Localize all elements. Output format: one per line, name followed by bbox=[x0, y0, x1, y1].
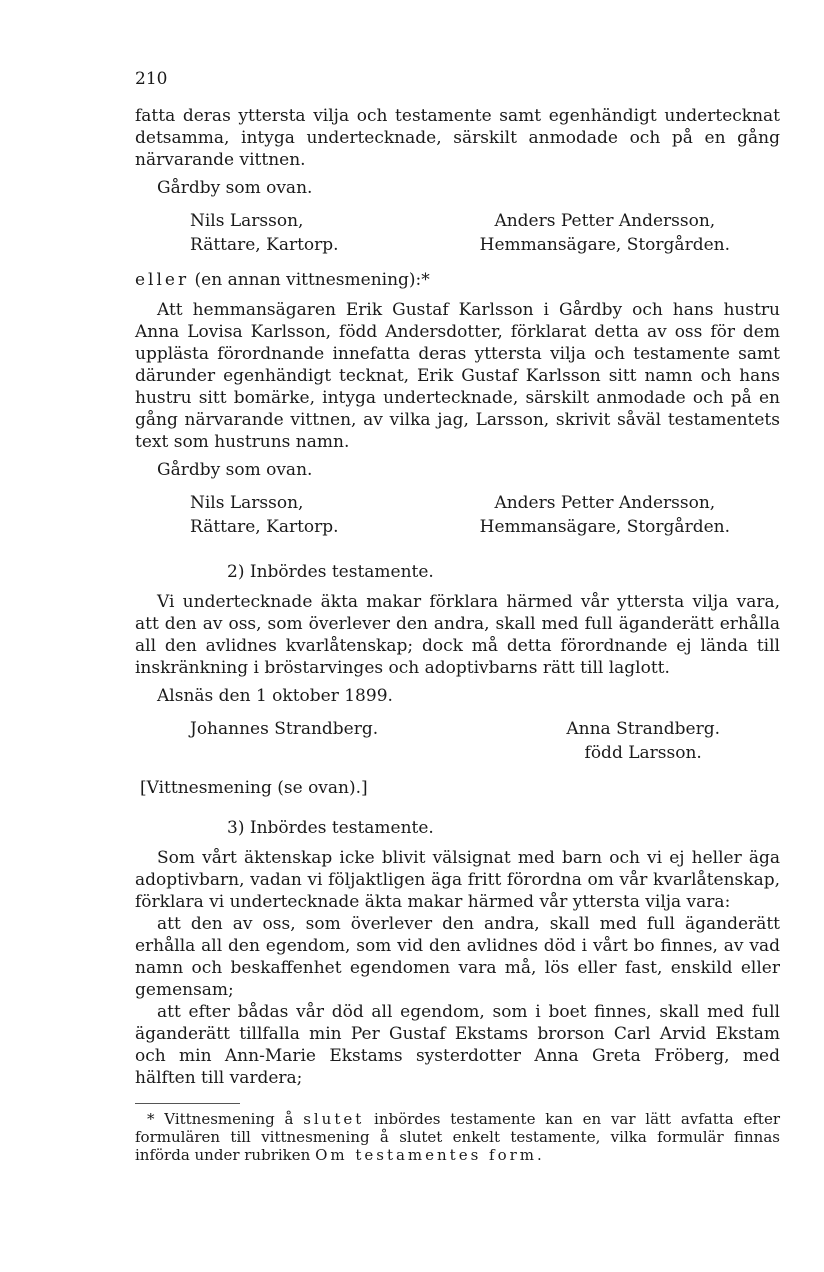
signer-title: Rättare, Kartorp. bbox=[190, 517, 339, 537]
footnote-spaced-1: slutet bbox=[303, 1110, 365, 1128]
signatures-3 bbox=[135, 717, 780, 765]
document-page bbox=[135, 68, 780, 1164]
footnote-rule bbox=[135, 1103, 240, 1104]
signature-right-2 bbox=[480, 491, 780, 539]
alternative-line bbox=[135, 269, 780, 291]
signer-name: Anna Strandberg. bbox=[566, 719, 720, 739]
signer-title: Rättare, Kartorp. bbox=[190, 235, 339, 255]
paragraph-6: att efter bådas vår död all egendom, som i boet finnes, skall med full äganderätt tillfalla min Per Gustaf Ekstams brorson Carl Arvid Ekstam och min Ann-Marie Ekstams systerdotter Anna Greta Fröberg, med hälften till vardera; bbox=[135, 1002, 780, 1088]
signature-right-3 bbox=[566, 717, 780, 765]
eller-rest: (en annan vittnesmening):* bbox=[189, 270, 430, 290]
section-heading-2: 2) Inbördes testamente. bbox=[227, 562, 434, 582]
signer-name: Nils Larsson, bbox=[190, 493, 304, 513]
eller-word: eller bbox=[135, 270, 190, 290]
signer-name: Anders Petter Andersson, bbox=[494, 211, 716, 231]
footnote-end: . bbox=[537, 1146, 542, 1164]
paragraph-5: att den av oss, som överlever den andra, skall med full äganderätt erhålla all den egendom, som vid den avlidnes död i vårt bo finnes, av vad namn och beskaffenhet egendomen vara må, lös eller fast, enskild eller gemensam; bbox=[135, 914, 780, 1000]
section-heading-3: 3) Inbördes testamente. bbox=[227, 818, 434, 838]
footnote-start: * Vittnesmening å bbox=[147, 1110, 304, 1128]
footnote bbox=[135, 1110, 780, 1164]
paragraph-2: Att hemmansägaren Erik Gustaf Karlsson i Gårdby och hans hustru Anna Lovisa Karlsson, född Andersdotter, förklarat detta av oss för dem upplästa förordnande innefatta deras yttersta vilja och testamente samt därunder egenhändigt tecknat, Erik Gustaf Karlsson sitt namn och hans hustru sitt bomärke, intyga undertecknade, särskilt anmodade och på en gång närvarande vittnen, av vilka jag, Larsson, skrivit såväl testamentets text som hustruns namn. bbox=[135, 300, 780, 452]
signer-name: Nils Larsson, bbox=[190, 211, 304, 231]
place-date-3: Alsnäs den 1 oktober 1899. bbox=[157, 686, 393, 706]
signatures-1 bbox=[135, 209, 780, 257]
signature-right-1 bbox=[480, 209, 780, 257]
signer-title: Hemmansägare, Storgården. bbox=[479, 235, 730, 255]
paragraph-4: Som vårt äktenskap icke blivit välsignat med barn och vi ej heller äga adoptivbarn, vadan vi följaktligen äga fritt förordna om vår kvarlåtenskap, förklara vi undertecknade äkta makar härmed vår yttersta vilja vara: bbox=[135, 848, 780, 912]
signature-left-1 bbox=[135, 209, 339, 257]
paragraph-1: fatta deras yttersta vilja och testamente samt egenhändigt undertecknat detsamma, intyga undertecknade, särskilt anmodade och på en gång närvarande vittnen. bbox=[135, 106, 780, 170]
signer-title: Hemmansägare, Storgården. bbox=[479, 517, 730, 537]
signer-name: Johannes Strandberg. bbox=[190, 719, 379, 739]
signer-name: Anders Petter Andersson, bbox=[494, 493, 716, 513]
signer-title: född Larsson. bbox=[584, 743, 702, 763]
place-date-1: Gårdby som ovan. bbox=[157, 178, 313, 198]
page-number: 210 bbox=[135, 69, 168, 89]
paragraph-3: Vi undertecknade äkta makar förklara härmed vår yttersta vilja vara, att den av oss, som överlever den andra, skall med full äganderätt erhålla all den avlidnes kvarlåtenskap; dock må detta förordnande ej lända till inskränkning i bröstarvinges och adoptivbarns rätt till laglott. bbox=[135, 592, 780, 678]
witness-note: [Vittnesmening (se ovan).] bbox=[140, 778, 368, 798]
footnote-spaced-2: Om testamentes form bbox=[315, 1146, 538, 1164]
signature-left-2 bbox=[135, 491, 339, 539]
signature-left-3 bbox=[135, 717, 378, 765]
place-date-2: Gårdby som ovan. bbox=[157, 460, 313, 480]
signatures-2 bbox=[135, 491, 780, 539]
footnote-middle: inbördes testamente kan en var lätt avfatta efter formulären till vittnesmening å slutet enkelt testamente, vilka formulär finnas införda under rubriken bbox=[135, 1110, 780, 1164]
